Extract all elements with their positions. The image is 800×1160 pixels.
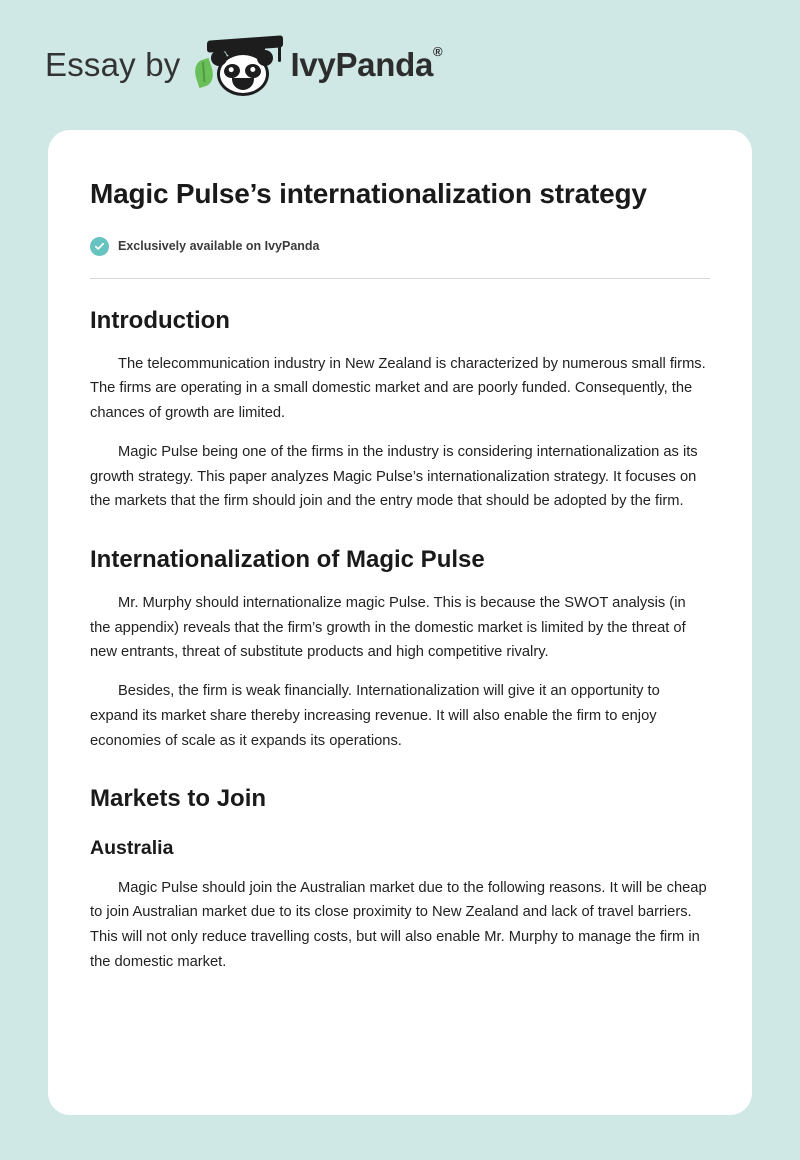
page-title: Magic Pulse’s internationalization strategy [90,178,647,209]
site-header [0,0,800,90]
check-circle-icon [90,237,109,256]
badge-label: Exclusively available on IvyPanda [118,239,320,254]
document-card [48,130,752,1115]
paragraph: Mr. Murphy should internationalize magic Pulse. This is because the SWOT analysis (in the appendix) reveals that the firm’s growth in the domestic market is limited by the threat of new entrants, threat of substitute products and high competitive rivalry. [90,595,686,661]
paragraph: The telecommunication industry in New Zealand is characterized by numerous small firms. The firms are operating in a small domestic market and are poorly funded. Consequently, the chances of growth are limited. [90,355,706,422]
brand-name [291,46,443,84]
brand-name-text: IvyPanda [290,46,434,83]
title-divider [90,278,710,279]
section-heading-internationalization: Internationalization of Magic Pulse [90,545,485,573]
section-heading-introduction: Introduction [90,306,230,334]
exclusivity-badge [90,237,710,256]
paragraph: Magic Pulse should join the Australian market due to the following reasons. It will be cheap to join Australian market due to its close proximity to New Zealand and lack of travel barriers. This will not only reduce travelling costs, but will also enable Mr. Murphy to manage the firm in the domestic market. [90,879,707,970]
panda-ear-right-icon [257,50,273,66]
panda-ear-left-icon [211,50,227,66]
paragraph: Magic Pulse being one of the firms in the industry is considering internationalization as its growth strategy. This paper analyzes Magic Pulse’s internationalization strategy. It focuses on the markets that the firm should join and the entry mode that should be adopted by the firm. [90,443,698,510]
header-prefix-text: Essay by [45,46,181,83]
ivypanda-logo[interactable] [195,34,443,96]
section-heading-markets-to-join: Markets to Join [90,785,267,813]
panda-graduation-cap-logo [195,34,287,96]
subsection-heading-australia: Australia [90,837,174,860]
brand-registered-mark: ® [433,44,443,59]
paragraph: Besides, the firm is weak financially. Internationalization will give it an opportunity to expand its market share thereby increasing revenue. It will also enable the firm to enjoy economies of scale as it expands its operations. [90,683,660,749]
